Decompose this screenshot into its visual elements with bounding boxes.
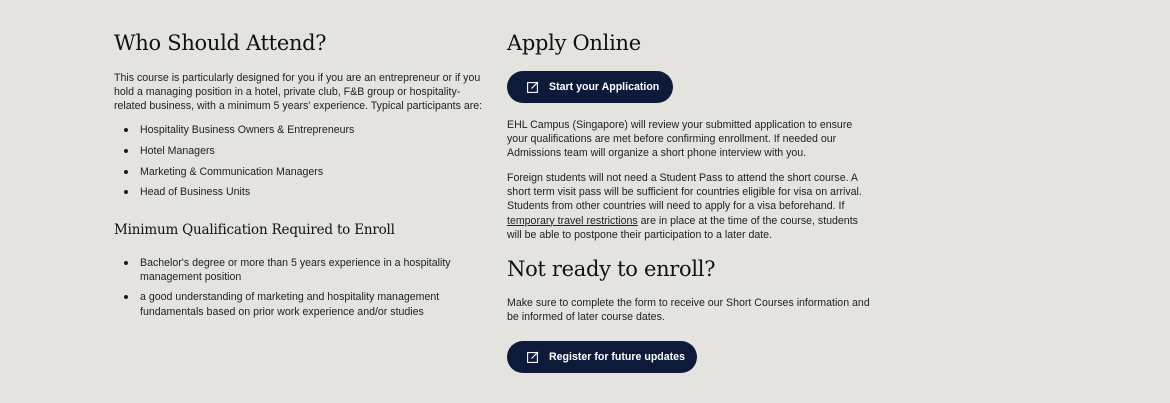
edit-icon (527, 351, 539, 363)
bullet (124, 170, 128, 174)
visa-text: Foreign students will not need a Student Pass to attend the short course. A short term visit pass will be sufficient for countries eligible for visa on arrival. Students from other countries will need to apply for a visa beforehand. If temporary travel restrictions are in place at the time of the course, students will be able to postpone their participation to a later date. (507, 172, 862, 241)
bullet (124, 261, 128, 265)
list-item: a good understanding of marketing and hospitality management fundamentals based on prior work experience and/or studies (114, 290, 454, 318)
who-intro-text: This course is particularly designed for you if you are an entrepreneur or if you hold a managing position in a hotel, private club, F&B group or hospitality-related business, with a minimum 5 years' experience. Typical participants are: (114, 72, 483, 113)
travel-restrictions-link[interactable]: temporary travel restrictions (507, 214, 638, 227)
minimum-qualification-heading: Minimum Qualification Required to Enroll (114, 222, 395, 238)
not-ready-heading: Not ready to enroll? (507, 257, 716, 281)
participants-list (114, 123, 484, 200)
list-item: Marketing & Communication Managers (114, 165, 484, 179)
list-item: Hospitality Business Owners & Entrepreneurs (114, 123, 484, 137)
list-item: Hotel Managers (114, 144, 484, 158)
start-application-label: Start your Application (549, 81, 660, 93)
bullet (124, 190, 128, 194)
edit-icon (527, 81, 539, 93)
qualification-list (114, 256, 454, 319)
list-item: Head of Business Units (114, 185, 484, 199)
not-ready-text: Make sure to complete the form to receive our Short Courses information and be informed of later course dates. (507, 297, 870, 324)
apply-online-heading: Apply Online (507, 31, 641, 55)
start-application-button[interactable] (507, 71, 673, 103)
bullet (124, 128, 128, 132)
bullet (124, 149, 128, 153)
register-updates-label: Register for future updates (549, 351, 685, 363)
bullet (124, 295, 128, 299)
list-item: Bachelor's degree or more than 5 years experience in a hospitality management position (114, 256, 454, 284)
review-text: EHL Campus (Singapore) will review your submitted application to ensure your qualifications are met before confirming enrollment. If needed our Admissions team will organize a short phone interview with you. (507, 119, 853, 160)
who-should-attend-heading: Who Should Attend? (114, 31, 327, 55)
register-updates-button[interactable] (507, 341, 697, 373)
